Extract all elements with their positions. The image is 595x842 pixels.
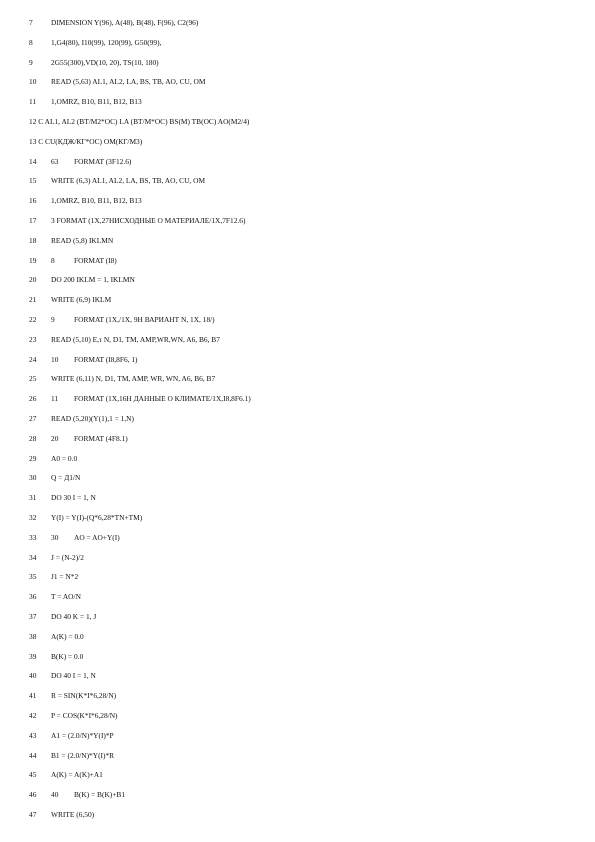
code-line (0, 669, 595, 683)
statement-label: 11 (51, 394, 59, 404)
line-number: 36 (29, 592, 37, 602)
line-number: 33 (29, 532, 37, 542)
line-number: 9 (29, 57, 33, 67)
line-number: 37 (29, 612, 37, 621)
code-text: A1 = (2.0/N)*Y(I)*P (51, 730, 114, 740)
code-line (0, 749, 595, 763)
code-text: FORMAT (1X,16H ДАННЫЕ О КЛИМАТЕ/1X,I8,8F6.1) (74, 394, 251, 404)
line-number: 35 (29, 572, 37, 582)
code-text: J1 = N*2 (51, 572, 79, 582)
line-number: 44 (29, 750, 37, 760)
code-text: WRITE (6,9) IKLM (51, 295, 112, 305)
line-number: 11 (29, 97, 37, 107)
code-text: T = AO/N (51, 592, 81, 602)
code-line (0, 333, 595, 347)
code-line (0, 95, 595, 109)
line-number: 15 (29, 176, 37, 186)
code-text: P = COS(K*I*6,28/N) (51, 711, 118, 720)
code-line (0, 729, 595, 743)
line-number: 43 (29, 730, 37, 740)
code-line (0, 313, 595, 327)
line-number: 26 (29, 394, 37, 404)
code-line (0, 56, 595, 70)
line-number: 32 (29, 513, 37, 522)
comment-text: 13 C CU(КДЖ/КГ*OC) OM(КГ/M3) (29, 136, 143, 146)
code-text: READ (5,20)(Y(1),1 = 1,N) (51, 414, 134, 423)
code-line (0, 709, 595, 723)
code-line (0, 75, 595, 89)
code-text: READ (5,10) E,τ N, D1, TM, AMP,WR,WN, A6, B6, B7 (51, 334, 220, 344)
line-number: 10 (29, 77, 37, 87)
code-line (0, 36, 595, 50)
code-line (0, 392, 595, 406)
code-text: AO = AO+Y(I) (74, 532, 120, 542)
code-line (0, 273, 595, 287)
line-number: 30 (29, 473, 37, 483)
line-number: 20 (29, 275, 37, 285)
code-line (0, 174, 595, 188)
code-line (0, 353, 595, 367)
code-text: Q = Д1/N (51, 473, 81, 483)
code-text: B(K) = 0.0 (51, 651, 84, 661)
statement-label: 40 (51, 790, 59, 800)
code-line (0, 590, 595, 604)
code-text: FORMAT (I8) (74, 255, 117, 265)
code-text: FORMAT (I8,8F6, 1) (74, 354, 138, 364)
code-line (0, 254, 595, 268)
line-number: 40 (29, 671, 37, 681)
line-number: 24 (29, 354, 37, 364)
code-line (0, 788, 595, 802)
code-line (0, 511, 595, 525)
code-text: FORMAT (4F8.1) (74, 433, 128, 443)
code-line (0, 155, 595, 169)
code-text: WRITE (6,50) (51, 810, 95, 819)
line-number: 47 (29, 810, 37, 819)
code-line (0, 808, 595, 822)
code-text: A0 = 0.0 (51, 453, 78, 463)
comment-text: 12 C AL1, AL2 (BT/M2*OC) LA (BT/M*OC) BS(M) TB(OC) AO(M2/4) (29, 117, 250, 126)
statement-label: 8 (51, 255, 55, 265)
statement-label: 20 (51, 433, 59, 443)
line-number: 28 (29, 433, 37, 443)
line-number: 39 (29, 651, 37, 661)
code-text: B1 = (2.0/N)*Y(I)*R (51, 750, 115, 760)
code-text: DO 30 I = 1, N (51, 493, 96, 503)
code-text: A(K) = 0.0 (51, 631, 84, 641)
line-number: 23 (29, 334, 37, 344)
code-line (0, 412, 595, 426)
line-number: 7 (29, 18, 33, 27)
code-line (0, 372, 595, 386)
code-text: DO 40 K = 1, J (51, 612, 97, 621)
line-number: 29 (29, 453, 37, 463)
code-text: READ (5,8) IKLMN (51, 235, 114, 245)
code-text: READ (5,63) AL1, AL2, LA, BS, TB, AO, CU, OM (51, 77, 206, 87)
code-line (0, 234, 595, 248)
line-number: 21 (29, 295, 37, 305)
code-line (0, 135, 595, 149)
code-line (0, 491, 595, 505)
statement-label: 10 (51, 354, 59, 364)
line-number: 42 (29, 711, 37, 720)
code-text: B(K) = B(K)+B1 (74, 790, 126, 800)
code-line (0, 115, 595, 129)
code-text: 1,G4(80), I10(99), 120(99), G50(99), (51, 37, 162, 47)
statement-label: 63 (51, 156, 59, 166)
code-line (0, 570, 595, 584)
code-text: WRITE (6,3) AL1, AL2, LA, BS, TB, AO, CU, OM (51, 176, 206, 186)
code-text: DO 40 I = 1, N (51, 671, 96, 681)
line-number: 19 (29, 255, 37, 265)
code-line (0, 531, 595, 545)
code-text: A(K) = A(K)+A1 (51, 770, 103, 780)
code-text: 1,OMRZ, B10, B11, B12, B13 (51, 97, 142, 107)
code-line (0, 630, 595, 644)
code-text: Y(I) = Y(I)-(Q*6,28*TN+TM) (51, 513, 143, 522)
code-text: R = SIN(K*I*6,28/N) (51, 691, 117, 701)
code-text: FORMAT (1X,/1X, 9H ВАРИАНТ N, 1X, 18/) (74, 315, 215, 324)
line-number: 31 (29, 493, 37, 503)
code-line (0, 16, 595, 30)
code-line (0, 432, 595, 446)
code-line (0, 689, 595, 703)
statement-label: 30 (51, 532, 59, 542)
line-number: 27 (29, 414, 37, 423)
code-line (0, 610, 595, 624)
line-number: 16 (29, 196, 37, 206)
code-line (0, 768, 595, 782)
line-number: 34 (29, 552, 37, 562)
line-number: 46 (29, 790, 37, 800)
code-text: 2G55(300),VD(10, 20), TS(10, 180) (51, 57, 159, 67)
statement-label: 9 (51, 315, 55, 324)
line-number: 41 (29, 691, 37, 701)
code-line (0, 194, 595, 208)
line-number: 25 (29, 374, 37, 384)
line-number: 22 (29, 315, 37, 324)
code-text: 3 FORMAT (1X,27HИСХОДНЫЕ О МАТЕРИАЛЕ/1X,7F12.6) (51, 216, 246, 225)
line-number: 18 (29, 235, 37, 245)
line-number: 45 (29, 770, 37, 780)
line-number: 38 (29, 631, 37, 641)
code-text: FORMAT (3F12.6) (74, 156, 132, 166)
code-line (0, 650, 595, 664)
code-line (0, 471, 595, 485)
code-text: J = (N-2)/2 (51, 552, 84, 562)
code-text: DO 200 IKLM = 1, IKLMN (51, 275, 135, 285)
code-line (0, 214, 595, 228)
line-number: 8 (29, 37, 33, 47)
code-line (0, 293, 595, 307)
code-text: DIMENSION Y(96), A(48), B(48), F(96), C2(96) (51, 18, 199, 27)
code-line (0, 551, 595, 565)
code-text: WRITE (6,11) N, D1, TM, AMP, WR, WN, A6, B6, B7 (51, 374, 216, 384)
code-text: 1,OMRZ, B10, B11, B12, B13 (51, 196, 142, 206)
line-number: 17 (29, 216, 37, 225)
code-line (0, 452, 595, 466)
line-number: 14 (29, 156, 37, 166)
